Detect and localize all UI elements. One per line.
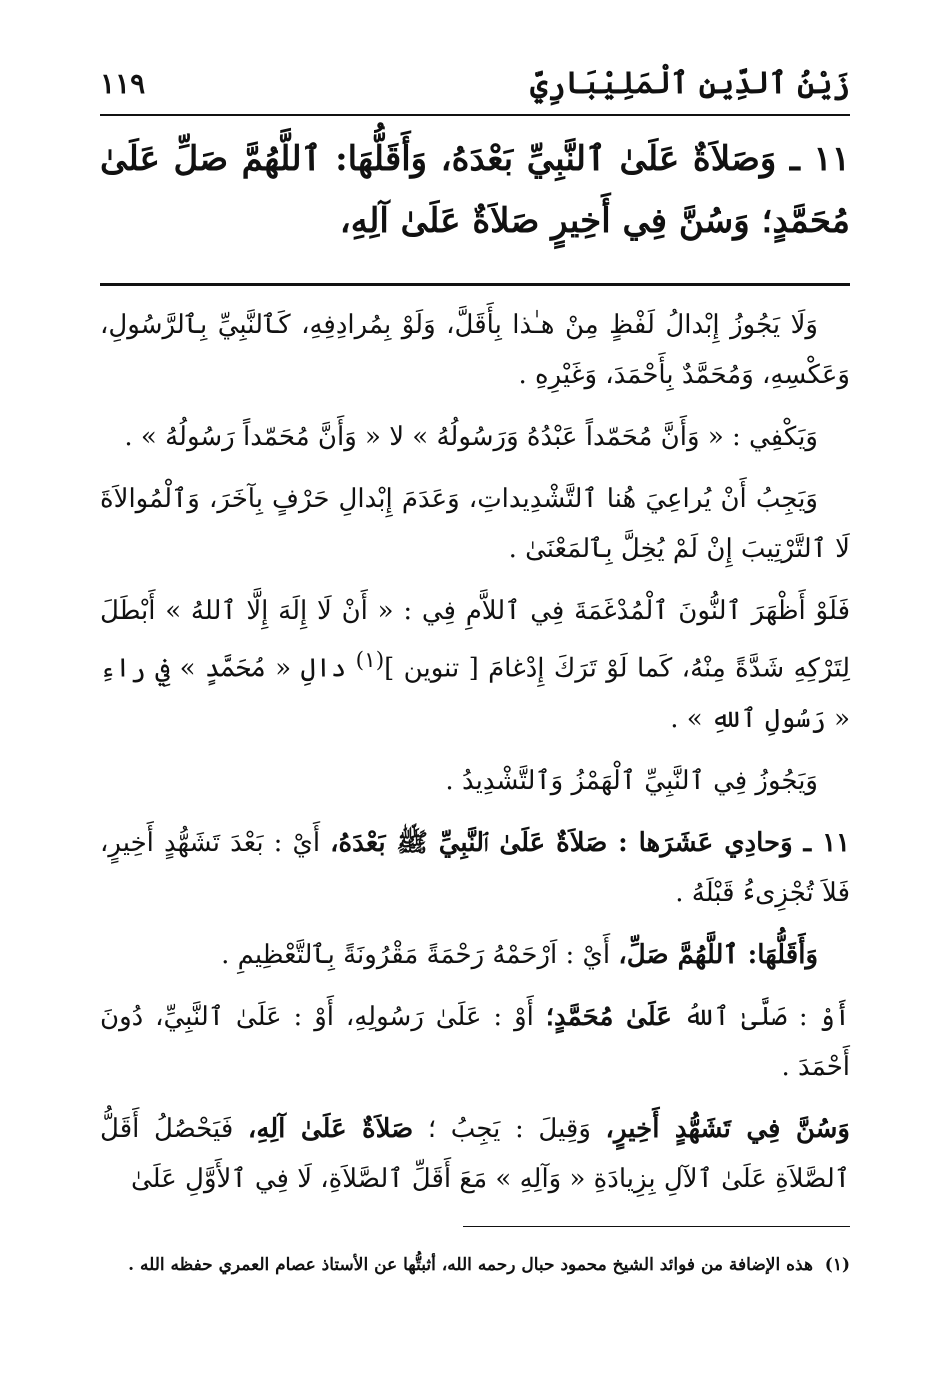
paragraph-3: وَيَجِبُ أَنْ يُراعِيَ هُنا ٱلتَّشْدِيداتِ، وَعَدَمَ إِبْدالِ حَرْفٍ بِآخَرَ، وَٱلْمُوالاَةَ لَا ٱلتَّرْتِيبَ إِنْ لَمْ يُخِلَّ بِٱلمَعْنَىٰ . [100, 484, 850, 564]
matn-separator [100, 283, 850, 286]
footnote-text: هذه الإضافة من فوائد الشيخ محمود حبال رحمه الله، أثبتُّها عن الأستاذ عصام العمري حفظه الله . [128, 1255, 813, 1275]
paragraph-9-matn-a: وَسُنَّ فِي تَشَهُّدٍ أَخِيرٍ، [605, 1113, 850, 1144]
matn-text: ١١ ـ وَصَلاَةٌ عَلَىٰ ٱلنَّبِيِّ بَعْدَهُ، وَأَقَلُّهَا: ٱللَّهُمَّ صَلِّ عَلَىٰ مُحَمَّدٍ؛ وَسُنَّ فِي أَخِيرٍ صَلاَةٌ عَلَىٰ آلِهِ، [100, 139, 850, 241]
footnote-separator [463, 1226, 850, 1227]
paragraph-8-text-b: أَوْ : عَلَىٰ رَسُولِهِ، أَوْ : عَلَىٰ ٱلنَّبِيِّ، دُونَ أَحْمَدَ . [100, 1001, 850, 1082]
footnote-marker: (١) [824, 1255, 850, 1275]
paragraph-4-text-b: دالِ « مُحَمَّدٍ » فِي راءِ « رَسُولِ ٱللهِ » . [100, 653, 850, 734]
paragraph-2: وَيَكْفِي : « وَأَنَّ مُحَمّداً عَبْدُهُ وَرَسُولُهُ » لا « وَأَنَّ مُحَمّداً رَسُولُهُ » . [124, 422, 818, 452]
paragraph-7-text: أَيْ : اَرْحَمْهُ رَحْمَةً مَقْرُونَةً بِٱلتَّعْظِيمِ . [221, 939, 619, 970]
paragraph-1: وَلَا يَجُوزُ إِبْدالُ لَفْظٍ مِنْ هـٰذا بِأَقَلَّ، وَلَوْ بِمُرادِفِهِ، كَٱلنَّبِيِّ بِٱلرَّسُولِ، وَعَكْسِهِ، وَمُحَمَّدٌ بِأَحْمَدَ، وَغَيْرِهِ . [100, 310, 850, 390]
paragraph-9-text-b: فَيَحْصُلُ أَقَلُّ ٱلصَّلاَةِ عَلَىٰ ٱلآلِ بِزِيادَةِ « وَآلِهِ » مَعَ أَقَلِّ ٱلصَّلاَةِ، لَا فِي ٱلأَوَّلِ عَلَىٰ [100, 1113, 850, 1194]
commentary-body [100, 300, 850, 1216]
paragraph-6-text: أَيْ : بَعْدَ تَشَهُّدٍ أَخِيرٍ، فَلاَ تُجْزِىءُ قَبْلَهُ . [100, 827, 850, 908]
header-title: زَيْنُ ٱلدِّينِ ٱلْمَلِيْبَارِيّ [530, 65, 850, 101]
paragraph-5: وَيَجُوزُ فِي ٱلنَّبِيِّ ٱلْهَمْزُ وَٱلتَّشْدِيدُ . [445, 765, 818, 796]
paragraph-8-text-a: أَوْ : صَلَّىٰ ٱللهُ [671, 1001, 851, 1032]
paragraph-6 [100, 818, 850, 918]
paragraph-4-text-a: فَلَوْ أَظْهَرَ ٱلنُّونَ ٱلْمُدْغَمَةَ فِي ٱللاَّمِ فِي : « أَنْ لَا إِلَهَ إِلَّا ٱللهُ » أَبْطَلَ لِتَرْكِهِ شَدَّةً مِنْهُ، كَما لَوْ تَرَكَ إِدْغامَ [ تنوين ] [100, 596, 850, 684]
header-rule [100, 114, 850, 116]
footnote [100, 1248, 850, 1282]
footnote-reference: (١) [355, 648, 385, 673]
paragraph-6-matn: ١١ ـ وَحادِي عَشَرَها : صَلاَةٌ عَلَىٰ ٱلنَّبِيِّ ﷺ بَعْدَهُ، [330, 827, 850, 858]
paragraph-9 [100, 1104, 850, 1204]
page-number: ١١٩ [100, 66, 146, 100]
paragraph-8 [100, 992, 850, 1092]
paragraph-8-matn: عَلَىٰ مُحَمَّدٍ؛ [545, 1001, 672, 1032]
paragraph-9-text-a: وَقِيلَ : يَجِبُ ؛ [413, 1113, 606, 1144]
paragraph-4 [100, 586, 850, 744]
paragraph-7 [100, 930, 850, 980]
paragraph-9-matn-b: صَلاَةٌ عَلَىٰ آلِهِ، [247, 1113, 414, 1144]
paragraph-7-matn: وَأَقَلُّهَا: ٱللَّهُمَّ صَلِّ، [618, 939, 818, 970]
running-header [100, 60, 850, 106]
